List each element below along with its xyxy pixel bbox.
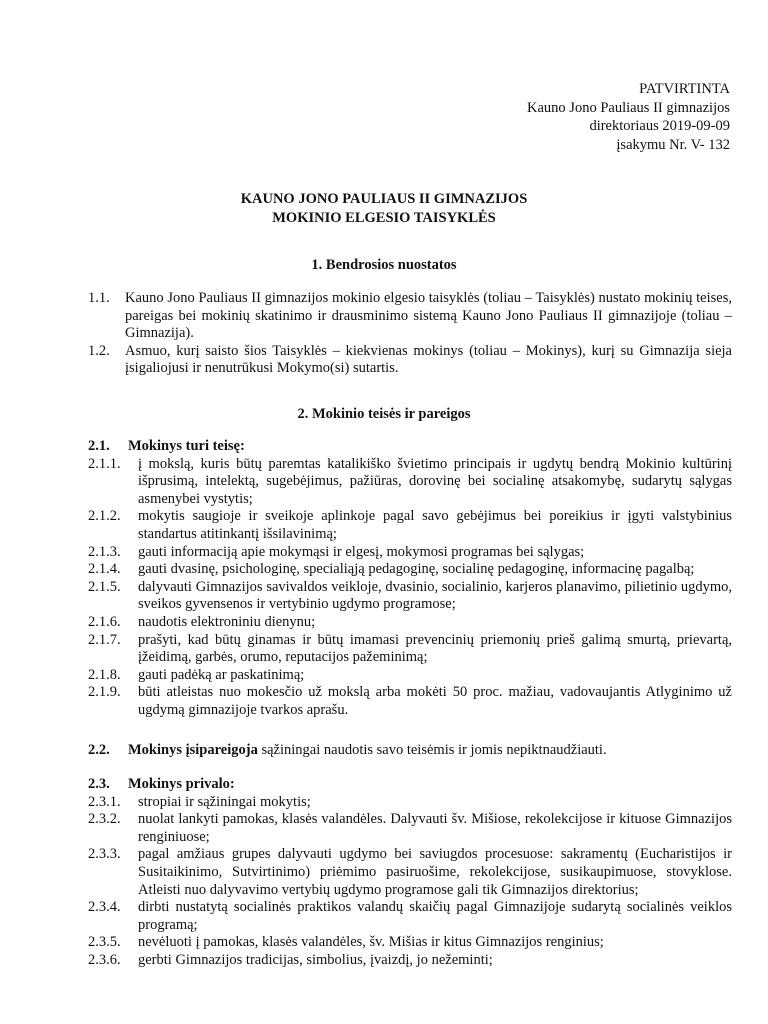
item-text: nevėluoti į pamokas, klasės valandėles, šv. Mišias ir kitus Gimnazijos renginius; [138, 934, 604, 951]
item-text: dirbti nustatytą socialinės praktikos valandų skaičių pagal Gimnazijoje sudarytą socialinės veiklos programą; [138, 899, 732, 933]
item-number: 2.1.4. [88, 561, 121, 578]
item-number: 2.3.2. [88, 811, 121, 828]
list-item [88, 614, 732, 632]
item-text: Kauno Jono Pauliaus II gimnazijos mokinio elgesio taisyklės (toliau – Taisyklės) nustato mokinių teises, pareigas bei mokinių skatinimo ir drausminimo sistemą Kauno Jono Pauliaus II gimnazijoje (toliau – Gimnazija). [125, 290, 732, 342]
list-item [88, 544, 732, 562]
subsection-number: 2.2. [88, 742, 110, 758]
section-1-list [88, 290, 732, 378]
section-2-3-list [88, 776, 732, 970]
list-item [88, 343, 732, 378]
item-number: 2.3.5. [88, 934, 121, 951]
item-number: 2.1.7. [88, 631, 121, 648]
section-2-1-list [88, 438, 732, 720]
list-item [88, 794, 732, 812]
list-item [88, 952, 732, 970]
subsection-title: Mokinys turi teisę: [128, 438, 245, 454]
list-item [88, 811, 732, 846]
subsection-rest-text: sąžiningai naudotis savo teisėmis ir jomis nepiktnaudžiauti. [257, 742, 607, 758]
section-2-2 [88, 742, 732, 760]
list-item [88, 846, 732, 899]
list-item [88, 934, 732, 952]
list-item [88, 632, 732, 667]
subsection-bold-text: Mokinys įsipareigoja [128, 742, 258, 758]
item-number: 2.1.1. [88, 455, 121, 472]
approval-line: Kauno Jono Pauliaus II gimnazijos [527, 99, 730, 116]
list-item [88, 456, 732, 509]
item-text: nuolat lankyti pamokas, klasės valandėles. Dalyvauti šv. Mišiose, rekolekcijose ir kituose Gimnazijos renginiuose; [138, 811, 732, 845]
item-number: 1.1. [88, 290, 110, 306]
item-number: 2.3.3. [88, 846, 121, 863]
item-text: mokytis saugioje ir sveikoje aplinkoje pagal savo gebėjimus bei poreikius ir įgyti valstybinius standartus atitinkantį išsilavinimą; [138, 508, 732, 542]
approval-line: direktoriaus 2019-09-09 [589, 118, 730, 134]
section-heading: 2. Mokinio teisės ir pareigos [297, 406, 471, 422]
item-text: stropiai ir sąžiningai mokytis; [138, 793, 311, 810]
item-number: 2.1.9. [88, 684, 121, 701]
item-number: 2.3.6. [88, 951, 121, 968]
title-line: MOKINIO ELGESIO TAISYKLĖS [272, 209, 496, 226]
item-number: 2.1.6. [88, 613, 121, 630]
approval-block [527, 80, 730, 154]
list-item [88, 579, 732, 614]
item-number: 2.1.3. [88, 543, 121, 560]
item-number: 2.1.5. [88, 578, 121, 595]
section-heading: 1. Bendrosios nuostatos [311, 257, 457, 273]
item-text: gerbti Gimnazijos tradicijas, simbolius, įvaizdį, jo nežeminti; [138, 951, 493, 968]
list-item [88, 899, 732, 934]
subsection-number: 2.1. [88, 438, 110, 454]
item-text: naudotis elektroniniu dienynu; [138, 613, 316, 630]
subsection-title: Mokinys privalo: [128, 776, 235, 792]
list-item [88, 561, 732, 579]
item-number: 2.3.1. [88, 793, 121, 810]
subsection-heading [88, 438, 732, 456]
item-number: 2.1.2. [88, 508, 121, 525]
item-text: į mokslą, kuris būtų paremtas katalikiško švietimo principais ir ugdytų bendrą Mokinio kultūrinį išprusimą, intelektą, sugebėjimus, pažiūras, dorovinę bei socialinę atsakomybę, sudarytų sąlygas asmenybei vystytis; [138, 455, 732, 507]
item-number: 1.2. [88, 342, 110, 359]
item-text: gauti padėką ar paskatinimą; [138, 666, 305, 683]
title-line: KAUNO JONO PAULIAUS II GIMNAZIJOS [240, 191, 528, 207]
item-text: prašyti, kad būtų ginamas ir būtų imamasi prevencinių priemonių prieš galimą smurtą, prievartą, įžeidimą, garbės, orumo, reputacijos pažeminimą; [138, 631, 732, 666]
item-text: pagal amžiaus grupes dalyvauti ugdymo bei saviugdos procesuose: sakramentų (Eucharistijos ir Susitaikinimo, Sutvirtinimo) priėmimo pasiruošime, rekolekcijose, susikaupimuose, stovyklose. Atleisti nuo dalyvavimo vertybių ugdymo programose gali tik Gimnazijos direktorius; [138, 846, 732, 898]
subsection-heading [88, 776, 732, 794]
list-item [88, 508, 732, 543]
item-text: gauti dvasinę, psichologinę, specialiąją pedagoginę, socialinę pedagoginę, informacinę pagalbą; [138, 561, 695, 578]
subsection-number: 2.3. [88, 776, 110, 792]
approval-line: PATVIRTINTA [639, 81, 730, 97]
item-text: būti atleistas nuo mokesčio už mokslą arba mokėti 50 proc. mažiau, vadovaujantis Atlyginimo už ugdymą gimnazijoje tvarkos aprašu. [138, 684, 732, 718]
approval-line: įsakymu Nr. V- 132 [616, 136, 730, 153]
item-text: dalyvauti Gimnazijos savivaldos veikloje, dvasinio, socialinio, karjeros planavimo, pilietinio ugdymo, sveikos gyvensenos ir vertybinio ugdymo programose; [138, 578, 732, 613]
subsection-line [88, 742, 732, 760]
document-title [0, 190, 768, 227]
item-text: Asmuo, kurį saisto šios Taisyklės – kiekvienas mokinys (toliau – Mokinys), kurį su Gimnazija sieja įsigaliojusi ir nenutrūkusi Mokymo(si) sutartis. [125, 342, 732, 377]
list-item [88, 667, 732, 685]
list-item [88, 684, 732, 719]
item-number: 2.3.4. [88, 899, 121, 916]
subsection-text [128, 742, 732, 760]
item-number: 2.1.8. [88, 666, 121, 683]
list-item [88, 290, 732, 343]
item-text: gauti informaciją apie mokymąsi ir elgesį, mokymosi programas bei sąlygas; [138, 543, 585, 560]
